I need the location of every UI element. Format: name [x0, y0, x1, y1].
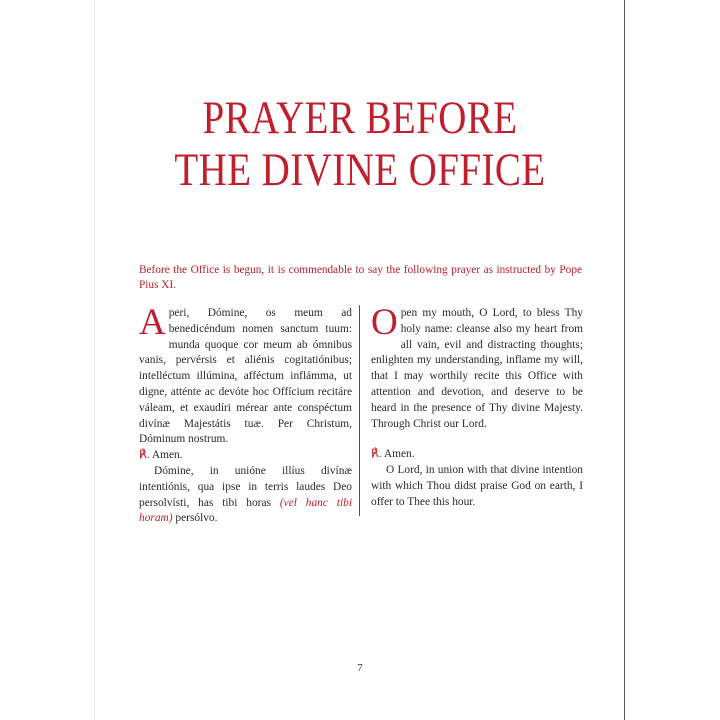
- english-prayer-text: pen my mouth, O Lord, to bless Thy holy name: cleanse also my heart from all vain, evil and distracting thoughts; enlighten my understanding, inflame my will, that I may worthily recite this Office with attention and devotion, and deserve to be heard in the presence of Thy divine Majesty. Through Christ our Lord.: [371, 307, 583, 430]
- page-number: 7: [357, 662, 363, 674]
- latin-offering-end: persólvo.: [172, 512, 218, 525]
- page-right-edge: [624, 0, 625, 720]
- latin-offering: [139, 464, 352, 527]
- latin-prayer: [139, 302, 352, 448]
- latin-column: [139, 302, 352, 527]
- response-symbol: ℟.: [139, 449, 150, 462]
- english-offering: O Lord, in union with that divine intention with which Thou didst praise God on earth, I offer to Thee this hour.: [371, 464, 583, 508]
- title-line-2: THE DIVINE OFFICE: [174, 144, 546, 196]
- spacer: [371, 432, 583, 447]
- english-dropcap: O: [371, 302, 398, 343]
- english-column: [371, 302, 583, 511]
- column-divider: [359, 305, 360, 516]
- intro-rubric: Before the Office is begun, it is commendable to say the following prayer as instructed by Pope Pius XI.: [139, 264, 582, 291]
- english-response-text: Amen.: [381, 448, 415, 461]
- latin-prayer-text: peri, Dómine, os meum ad benedicéndum nomen sanctum tuum: munda quoque cor meum ab ómnibus vanis, pervérsis et aliénis cogitatiónibus; intelléctum illúmina, afféctum inflámma, ut digne, atténte ac devóte hoc Offícium recitáre váleam, et exaudíri mérear ante conspéctum divínæ Majestátis tuæ. Per Christum, Dóminum nostrum.: [139, 307, 352, 446]
- latin-offering-text: Dómine, in unióne illíus divínæ intentiónis, qua ipse in terris laudes Deo persolvísti, has tibi horas: [139, 464, 352, 509]
- latin-response-text: Amen.: [149, 449, 183, 462]
- title-line-1: PRAYER BEFORE: [202, 92, 518, 144]
- response-symbol: ℟.: [371, 448, 382, 461]
- english-response: [371, 447, 583, 463]
- page-left-edge: [94, 0, 95, 720]
- english-prayer: [371, 302, 583, 432]
- latin-response: [139, 448, 352, 464]
- latin-offering-alternative: (vel hanc tibi horam): [139, 496, 352, 525]
- page-title: [140, 92, 580, 196]
- latin-dropcap: A: [139, 302, 166, 343]
